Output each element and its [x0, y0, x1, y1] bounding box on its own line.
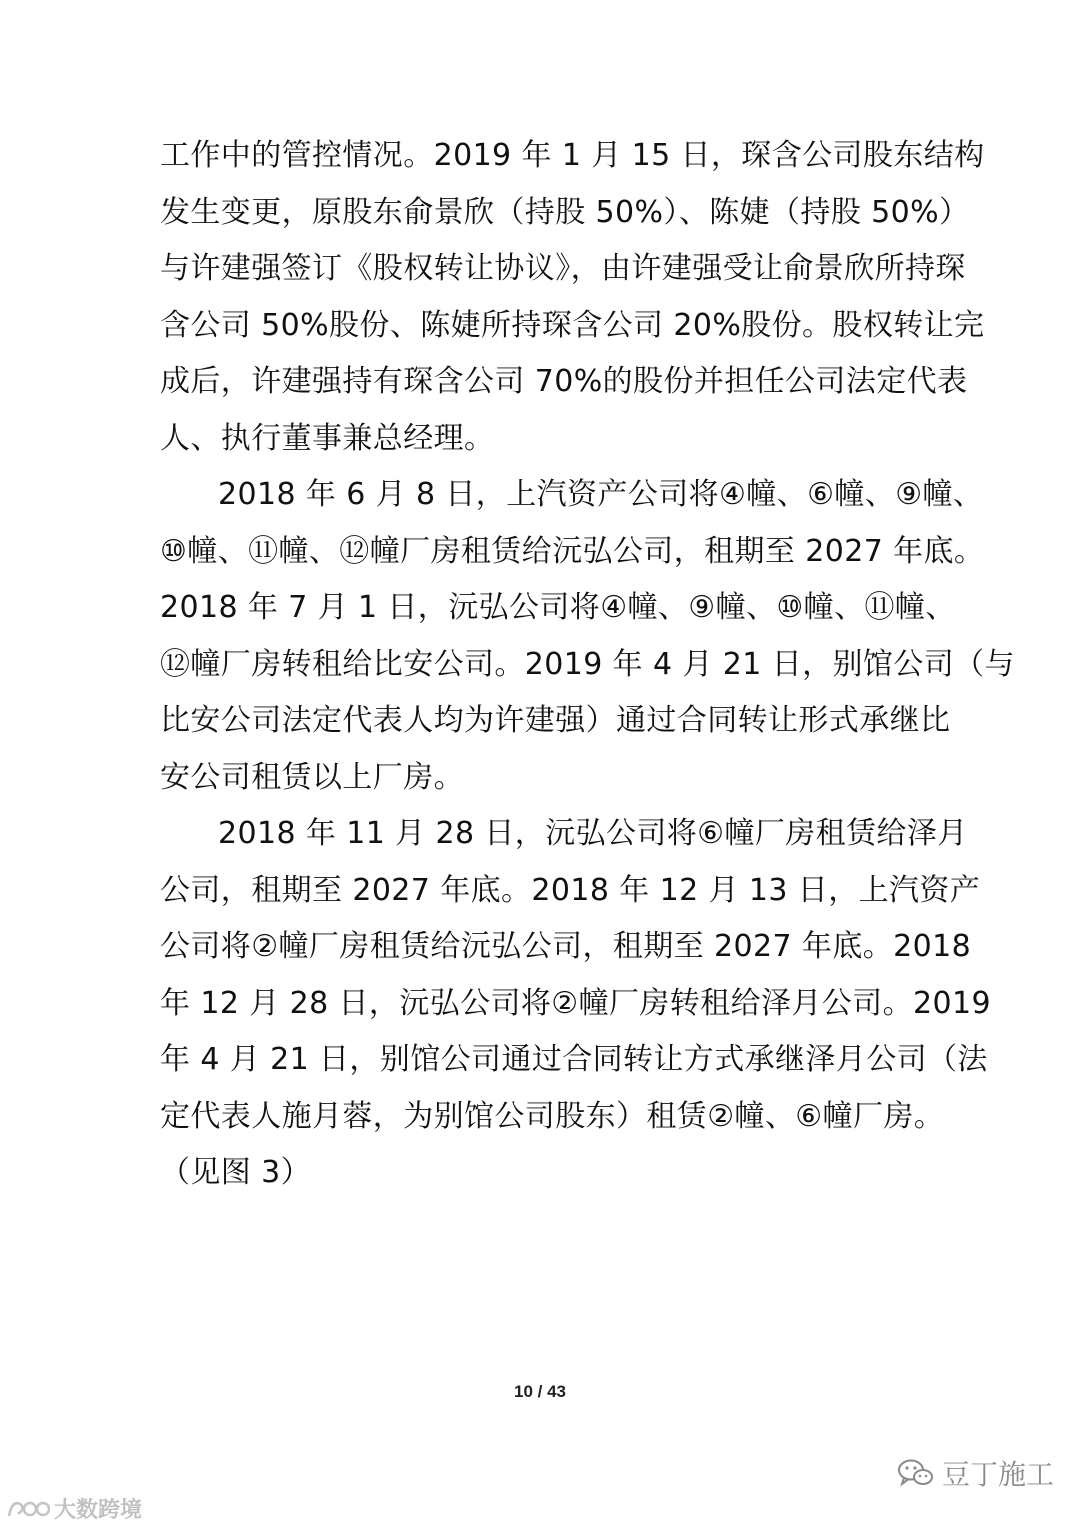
text-line: 年 4 月 21 日，别馆公司通过合同转让方式承继泽月公司（法	[160, 1042, 988, 1077]
watermark-left-text: 大数跨境	[54, 1497, 143, 1523]
text-line: 年 12 月 28 日，沅弘公司将②幢厂房转租给泽月公司。2019	[160, 985, 991, 1021]
body-text	[160, 128, 1015, 1202]
text-line: 定代表人施月蓉，为别馆公司股东）租赁②幢、⑥幢厂房。	[160, 1098, 945, 1134]
text-line: ⑩幢、⑪幢、⑫幢厂房租赁给沅弘公司，租期至 2027 年底。	[160, 533, 985, 569]
text-line: 工作中的管控情况。2019 年 1 月 15 日，琛含公司股东结构	[160, 138, 985, 173]
text-line: 公司将②幢厂房租赁给沅弘公司，租期至 2027 年底。2018	[160, 929, 972, 964]
text-line: ⑫幢厂房转租给比安公司。2019 年 4 月 21 日，别馆公司（与	[160, 646, 1015, 682]
text-line: 人、执行董事兼总经理。	[160, 420, 495, 456]
page-number: 10 / 43	[514, 1382, 566, 1401]
text-line: 2018 年 6 月 8 日，上汽资产公司将④幢、⑥幢、⑨幢、	[218, 477, 984, 512]
wechat-icon	[896, 1457, 934, 1489]
text-line: 安公司租赁以上厂房。	[160, 759, 464, 795]
text-line: 含公司 50%股份、陈婕所持琛含公司 20%股份。股权转让完	[160, 307, 985, 343]
brand-logo-icon	[6, 1496, 50, 1520]
text-line: 比安公司法定代表人均为许建强）通过合同转让形式承继比	[160, 703, 951, 738]
text-line: （见图 3）	[160, 1155, 312, 1190]
text-line: 成后，许建强持有琛含公司 70%的股份并担任公司法定代表	[160, 364, 968, 399]
text-line: 公司，租期至 2027 年底。2018 年 12 月 13 日，上汽资产	[160, 872, 981, 908]
watermark-right-text: 豆丁施工	[941, 1458, 1054, 1491]
text-line: 与许建强签订《股权转让协议》，由许建强受让俞景欣所持琛	[160, 251, 966, 286]
text-line: 2018 年 7 月 1 日，沅弘公司将④幢、⑨幢、⑩幢、⑪幢、	[160, 590, 956, 625]
text-line: 2018 年 11 月 28 日，沅弘公司将⑥幢厂房租赁给泽月	[218, 816, 968, 851]
watermark-right	[896, 1448, 1054, 1498]
text-line: 发生变更，原股东俞景欣（持股 50%）、陈婕（持股 50%）	[160, 194, 970, 230]
watermark-left	[6, 1494, 142, 1522]
